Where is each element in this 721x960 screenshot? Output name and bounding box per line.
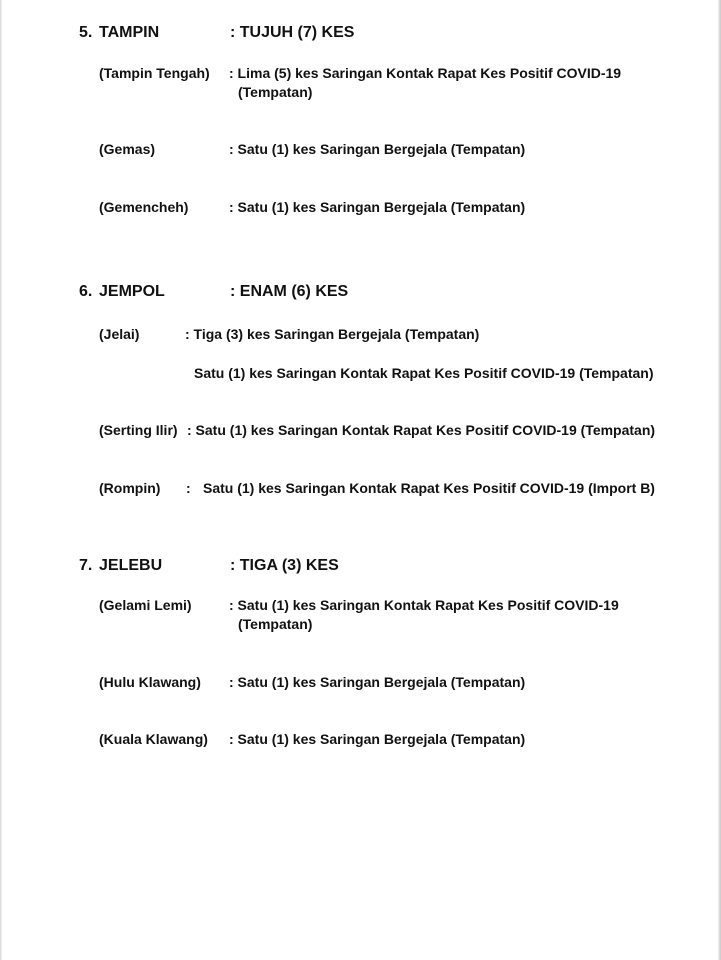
area-label: (Rompin)	[99, 480, 161, 496]
case-detail: : Satu (1) kes Saringan Bergejala (Tempatan)	[229, 674, 526, 690]
case-detail: : Lima (5) kes Saringan Kontak Rapat Kes Positif COVID-19	[229, 65, 622, 81]
district-number: 7.	[79, 557, 93, 574]
case-detail-continued: Satu (1) kes Saringan Kontak Rapat Kes Positif COVID-19 (Tempatan)	[194, 365, 654, 381]
area-label: (Serting Ilir)	[99, 422, 178, 438]
district-name: TAMPIN	[99, 24, 160, 41]
area-label: (Kuala Klawang)	[99, 731, 208, 747]
case-detail: : Satu (1) kes Saringan Bergejala (Tempatan)	[229, 141, 526, 157]
area-label: (Tampin Tengah)	[99, 65, 210, 81]
case-detail: Satu (1) kes Saringan Kontak Rapat Kes Positif COVID-19 (Import B)	[203, 480, 655, 496]
case-detail: : Satu (1) kes Saringan Bergejala (Tempatan)	[229, 199, 526, 215]
page-edge-left	[0, 0, 2, 960]
case-detail: : Satu (1) kes Saringan Kontak Rapat Kes Positif COVID-19	[229, 597, 619, 613]
district-number: 5.	[79, 24, 93, 41]
district-total: : TIGA (3) KES	[230, 557, 339, 574]
case-detail-continued: (Tempatan)	[238, 84, 313, 100]
area-label: (Gemas)	[99, 141, 156, 157]
case-detail: : Satu (1) kes Saringan Bergejala (Tempatan)	[229, 731, 526, 747]
district-name: JEMPOL	[99, 283, 165, 300]
district-total: : ENAM (6) KES	[230, 283, 349, 300]
case-detail-continued: (Tempatan)	[238, 616, 313, 632]
case-detail: : Tiga (3) kes Saringan Bergejala (Tempatan)	[185, 326, 480, 342]
area-label: (Gelami Lemi)	[99, 597, 192, 613]
case-detail-separator: :	[186, 480, 191, 496]
case-detail: : Satu (1) kes Saringan Kontak Rapat Kes Positif COVID-19 (Tempatan)	[187, 422, 656, 438]
district-number: 6.	[79, 283, 93, 300]
area-label: (Jelai)	[99, 326, 140, 342]
district-total: : TUJUH (7) KES	[230, 24, 355, 41]
district-name: JELEBU	[99, 557, 163, 574]
area-label: (Hulu Klawang)	[99, 674, 201, 690]
area-label: (Gemencheh)	[99, 199, 189, 215]
